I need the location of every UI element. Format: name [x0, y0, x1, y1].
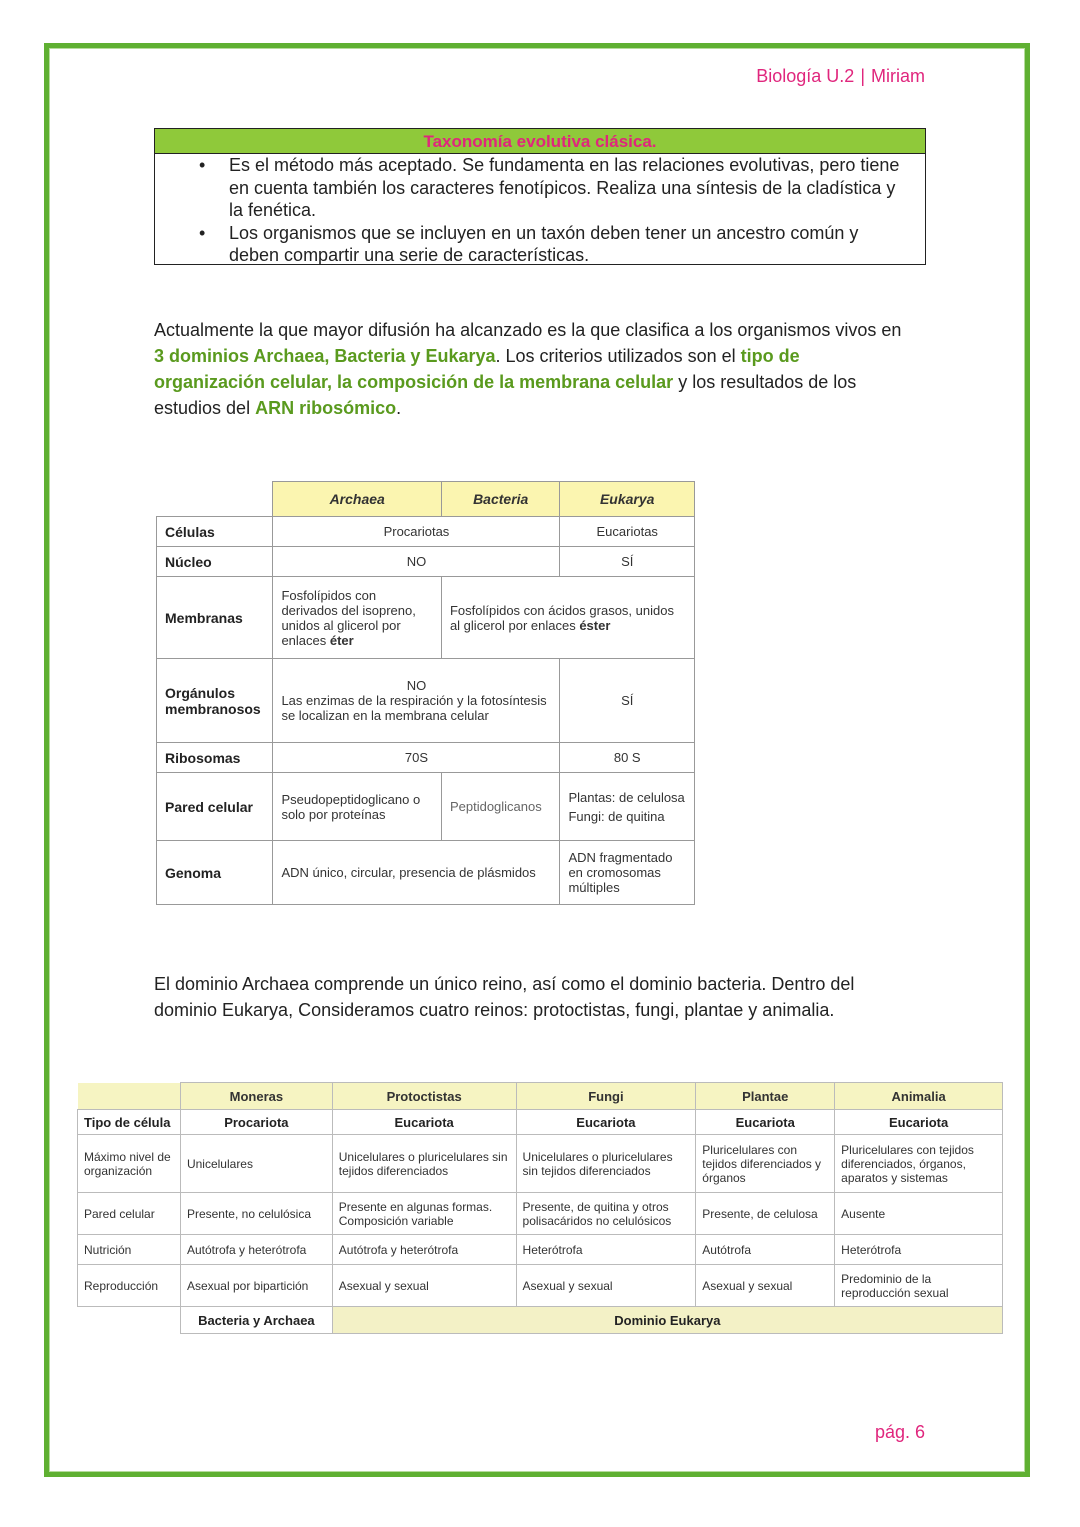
table-cell: Eucariotas: [560, 517, 695, 547]
table-cell: Asexual y sexual: [516, 1265, 696, 1307]
table-cell: Unicelulares: [180, 1135, 332, 1193]
taxonomy-bullet: • Los organismos que se incluyen en un taxón deben tener un ancestro común y deben compartir una serie de características.: [229, 222, 909, 267]
table-cell: SÍ: [560, 659, 695, 743]
paragraph-text: .: [396, 398, 402, 418]
row-label: Nutrición: [78, 1235, 181, 1265]
domains-table: [156, 481, 695, 905]
taxonomy-list: [155, 154, 925, 267]
row-label: Membranas: [157, 577, 273, 659]
kingdoms-paragraph: El dominio Archaea comprende un único reino, así como el dominio bacteria. Dentro del dominio Eukarya, Consideramos cuatro reinos: protoctistas, fungi, plantae y animalia.: [154, 974, 855, 1020]
table-cell: Eucariota: [696, 1110, 835, 1135]
header-moneras: Moneras: [180, 1083, 332, 1110]
table-cell: Unicelulares o pluricelulares sin tejidos diferenciados: [332, 1135, 516, 1193]
header-archaea: Archaea: [273, 482, 442, 517]
cell-text: Fosfolípidos con derivados del isopreno, unidos al glicerol por enlaces: [281, 587, 416, 648]
paragraph-highlight: tipo de organización celular, la composición de la membrana celular: [154, 346, 800, 392]
table-cell: Autótrofa y heterótrofa: [180, 1235, 332, 1265]
table-cell: Peptidoglicanos: [441, 773, 559, 841]
table-cell: 80 S: [560, 743, 695, 773]
table-corner: [78, 1083, 181, 1110]
table-cell: [273, 659, 560, 743]
taxonomy-box: [154, 128, 926, 265]
table-cell: [441, 577, 694, 659]
row-label: Pared celular: [157, 773, 273, 841]
table-cell: ADN fragmentado en cromosomas múltiples: [560, 841, 695, 905]
header-bacteria: Bacteria: [441, 482, 559, 517]
taxonomy-bullet: • Es el método más aceptado. Se fundamenta en las relaciones evolutivas, pero tiene en cuenta también los caracteres fenotípicos. Realiza una síntesis de la cladística y la fenética.: [229, 154, 909, 222]
table-cell: Heterótrofa: [835, 1235, 1003, 1265]
table-cell: Heterótrofa: [516, 1235, 696, 1265]
domains-paragraph: [154, 317, 914, 421]
header-eukarya: Eukarya: [560, 482, 695, 517]
row-label: Orgánulos membranosos: [157, 659, 273, 743]
cell-text: Fosfolípidos con ácidos grasos, unidos al glicerol por enlaces: [449, 602, 674, 633]
cell-text: NO: [406, 678, 427, 693]
header-animalia: Animalia: [835, 1083, 1003, 1110]
table-cell: Autótrofa y heterótrofa: [332, 1235, 516, 1265]
table-cell: Pluricelulares con tejidos diferenciados y órganos: [696, 1135, 835, 1193]
row-label: Genoma: [157, 841, 273, 905]
table-cell: Procariota: [180, 1110, 332, 1135]
paragraph-text: Actualmente la que mayor difusión ha alcanzado es la que clasifica a los organismos vivos en: [154, 320, 902, 340]
table-cell: Asexual y sexual: [696, 1265, 835, 1307]
paragraph-text: y los resultados de los estudios del: [154, 372, 857, 418]
row-label: Máximo nivel de organización: [78, 1135, 181, 1193]
table-cell: SÍ: [560, 547, 695, 577]
row-label: Reproducción: [78, 1265, 181, 1307]
table-cell: Autótrofa: [696, 1235, 835, 1265]
header-author: Miriam: [871, 66, 925, 86]
table-cell: [560, 773, 695, 841]
cell-bold: éster: [579, 617, 611, 633]
table-cell: NO: [273, 547, 560, 577]
table-cell: Pseudopeptidoglicano o solo por proteínas: [273, 773, 442, 841]
row-label: Pared celular: [78, 1193, 181, 1235]
table-cell: Ausente: [835, 1193, 1003, 1235]
cell-text: Fungi: de quitina: [568, 808, 665, 824]
table-cell: ADN único, circular, presencia de plásmidos: [273, 841, 560, 905]
header-fungi: Fungi: [516, 1083, 696, 1110]
table-cell: Unicelulares o pluricelulares sin tejidos diferenciados: [516, 1135, 696, 1193]
page-header: Biología U.2 | Miriam: [756, 66, 925, 86]
table-cell: Presente, no celulósica: [180, 1193, 332, 1235]
row-label: Ribosomas: [157, 743, 273, 773]
cell-bold: éter: [329, 632, 354, 648]
table-cell: Presente en algunas formas. Composición variable: [332, 1193, 516, 1235]
page-number: pág. 6: [874, 1422, 925, 1442]
table-corner: [157, 482, 273, 517]
header-subject: Biología U.2: [756, 66, 855, 86]
cell-text: Plantas: de celulosa: [568, 789, 685, 805]
paragraph-text: . Los criterios utilizados son el: [495, 346, 741, 366]
table-corner: [78, 1307, 181, 1334]
table-cell: Presente, de quitina y otros polisacáridos no celulósicos: [516, 1193, 696, 1235]
table-cell: Asexual por bipartición: [180, 1265, 332, 1307]
table-cell: Eucariota: [332, 1110, 516, 1135]
table-cell: 70S: [273, 743, 560, 773]
table-cell: Predominio de la reproducción sexual: [835, 1265, 1003, 1307]
row-label: Células: [157, 517, 273, 547]
paragraph-highlight: ARN ribosómico: [255, 398, 397, 418]
table-cell: Eucariota: [516, 1110, 696, 1135]
header-protoctistas: Protoctistas: [332, 1083, 516, 1110]
table-cell: Asexual y sexual: [332, 1265, 516, 1307]
row-label: Tipo de célula: [78, 1110, 181, 1135]
table-cell: Pluricelulares con tejidos diferenciados, órganos, aparatos y sistemas: [835, 1135, 1003, 1193]
footer-prokaryotes: Bacteria y Archaea: [180, 1307, 332, 1334]
taxonomy-title: Taxonomía evolutiva clásica.: [155, 129, 925, 154]
cell-text: Las enzimas de la respiración y la fotosíntesis se localizan en la membrana celular: [281, 693, 547, 723]
table-cell: Presente, de celulosa: [696, 1193, 835, 1235]
row-label: Núcleo: [157, 547, 273, 577]
footer-eukarya: Dominio Eukarya: [332, 1307, 1002, 1334]
table-cell: Procariotas: [273, 517, 560, 547]
table-cell: [273, 577, 442, 659]
table-cell: Eucariota: [835, 1110, 1003, 1135]
paragraph-highlight: 3 dominios Archaea, Bacteria y Eukarya: [154, 346, 496, 366]
header-plantae: Plantae: [696, 1083, 835, 1110]
kingdoms-table: [77, 1082, 1003, 1334]
